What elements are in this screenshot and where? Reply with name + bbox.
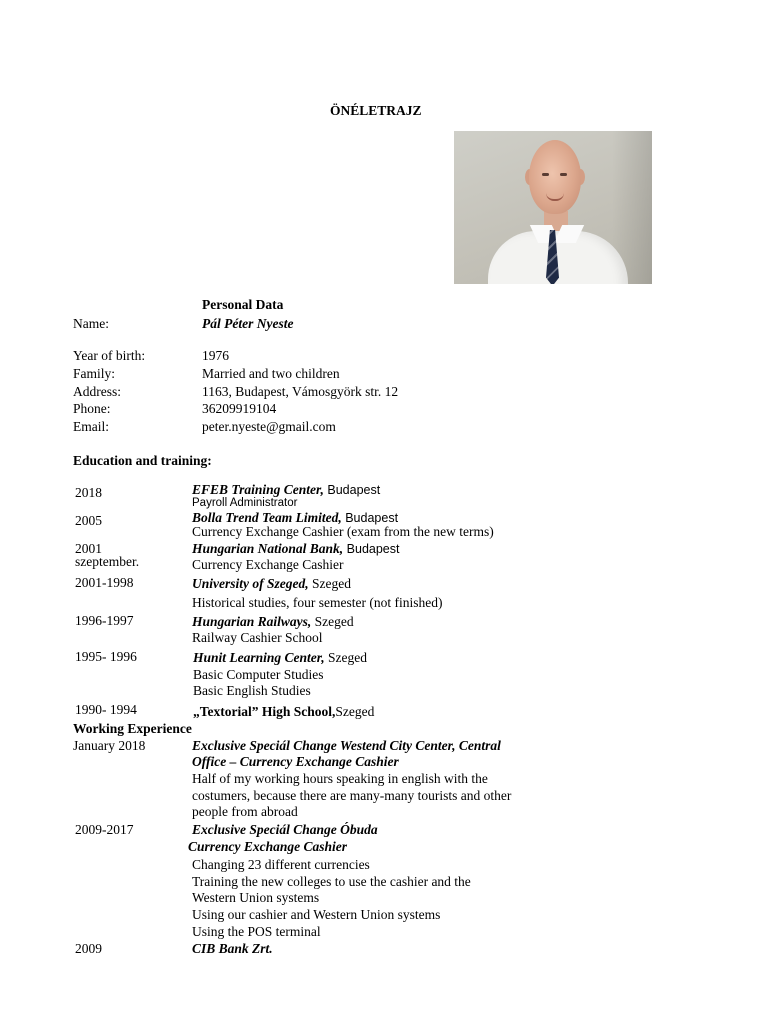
edu-school-line <box>192 613 354 630</box>
email-label: Email: <box>73 419 109 434</box>
edu-year: 1995- 1996 <box>75 649 137 664</box>
family-label: Family: <box>73 366 116 381</box>
page-title: ÖNÉLETRAJZ <box>330 103 422 118</box>
work-desc: Changing 23 different currencies <box>192 857 370 872</box>
edu-school: EFEB Training Center, <box>192 482 324 497</box>
edu-school-line <box>192 575 351 592</box>
work-title: Exclusive Speciál Change Óbuda <box>192 822 378 837</box>
work-date: 2009 <box>75 941 102 956</box>
work-title: Currency Exchange Cashier <box>188 839 348 854</box>
work-desc: people from abroad <box>192 804 298 819</box>
edu-school-line <box>193 703 374 720</box>
email-value: peter.nyeste@gmail.com <box>202 419 336 434</box>
edu-year: 2001 <box>75 541 102 556</box>
edu-desc: Historical studies, four semester (not finished) <box>192 595 443 610</box>
edu-school: Hungarian National Bank, <box>192 541 344 556</box>
edu-desc: Railway Cashier School <box>192 630 323 645</box>
work-desc: Western Union systems <box>192 890 320 905</box>
work-heading: Working Experience <box>73 721 192 736</box>
work-date: 2009-2017 <box>75 822 134 837</box>
year-of-birth-label: Year of birth: <box>73 348 146 363</box>
phone-value: 36209919104 <box>202 401 277 416</box>
edu-school: University of Szeged, <box>192 576 309 591</box>
edu-city: Budapest <box>323 483 381 497</box>
work-title: CIB Bank Zrt. <box>192 941 273 956</box>
edu-school-line <box>193 649 367 666</box>
edu-school: Bolla Trend Team Limited, <box>192 510 342 525</box>
family-value: Married and two children <box>202 366 340 381</box>
personal-data-heading: Personal Data <box>202 297 284 312</box>
edu-city: Szeged <box>311 614 354 629</box>
edu-desc: Currency Exchange Cashier <box>192 557 344 572</box>
phone-label: Phone: <box>73 401 111 416</box>
address-label: Address: <box>73 384 121 399</box>
address-value: 1163, Budapest, Vámosgyörk str. 12 <box>202 384 399 399</box>
edu-year-month: szeptember. <box>75 554 140 569</box>
edu-city: Szeged <box>308 576 351 591</box>
edu-year: 2001-1998 <box>75 575 134 590</box>
profile-photo <box>454 131 652 284</box>
edu-city: Szeged <box>335 704 375 719</box>
edu-city: Budapest <box>341 511 399 525</box>
edu-school: Hunit Learning Center, <box>193 650 325 665</box>
work-desc: Using our cashier and Western Union systems <box>192 907 441 922</box>
name-value: Pál Péter Nyeste <box>202 316 294 331</box>
edu-city: Budapest <box>343 542 400 556</box>
edu-year: 1990- 1994 <box>75 702 137 717</box>
edu-year: 1996-1997 <box>75 613 134 628</box>
work-desc: Half of my working hours speaking in english with the <box>192 771 488 786</box>
edu-year: 2005 <box>75 513 102 528</box>
year-of-birth-value: 1976 <box>202 348 229 363</box>
work-title: Office – Currency Exchange Cashier <box>192 754 399 769</box>
edu-school: „Textorial” High School, <box>193 704 336 719</box>
edu-school: Hungarian Railways, <box>192 614 312 629</box>
edu-city: Szeged <box>324 650 368 665</box>
work-desc: Using the POS terminal <box>192 924 321 939</box>
name-label: Name: <box>73 316 109 331</box>
edu-year: 2018 <box>75 485 102 500</box>
edu-desc: Currency Exchange Cashier (exam from the new terms) <box>192 524 494 539</box>
edu-desc: Basic English Studies <box>193 683 311 698</box>
edu-desc: Basic Computer Studies <box>193 667 324 682</box>
education-heading: Education and training: <box>73 453 212 468</box>
work-title: Exclusive Speciál Change Westend City Center, Central <box>192 738 501 753</box>
edu-desc: Payroll Administrator <box>192 497 298 509</box>
work-desc: Training the new colleges to use the cashier and the <box>192 874 471 889</box>
work-desc: costumers, because there are many-many tourists and other <box>192 788 512 803</box>
work-date: January 2018 <box>73 738 146 753</box>
